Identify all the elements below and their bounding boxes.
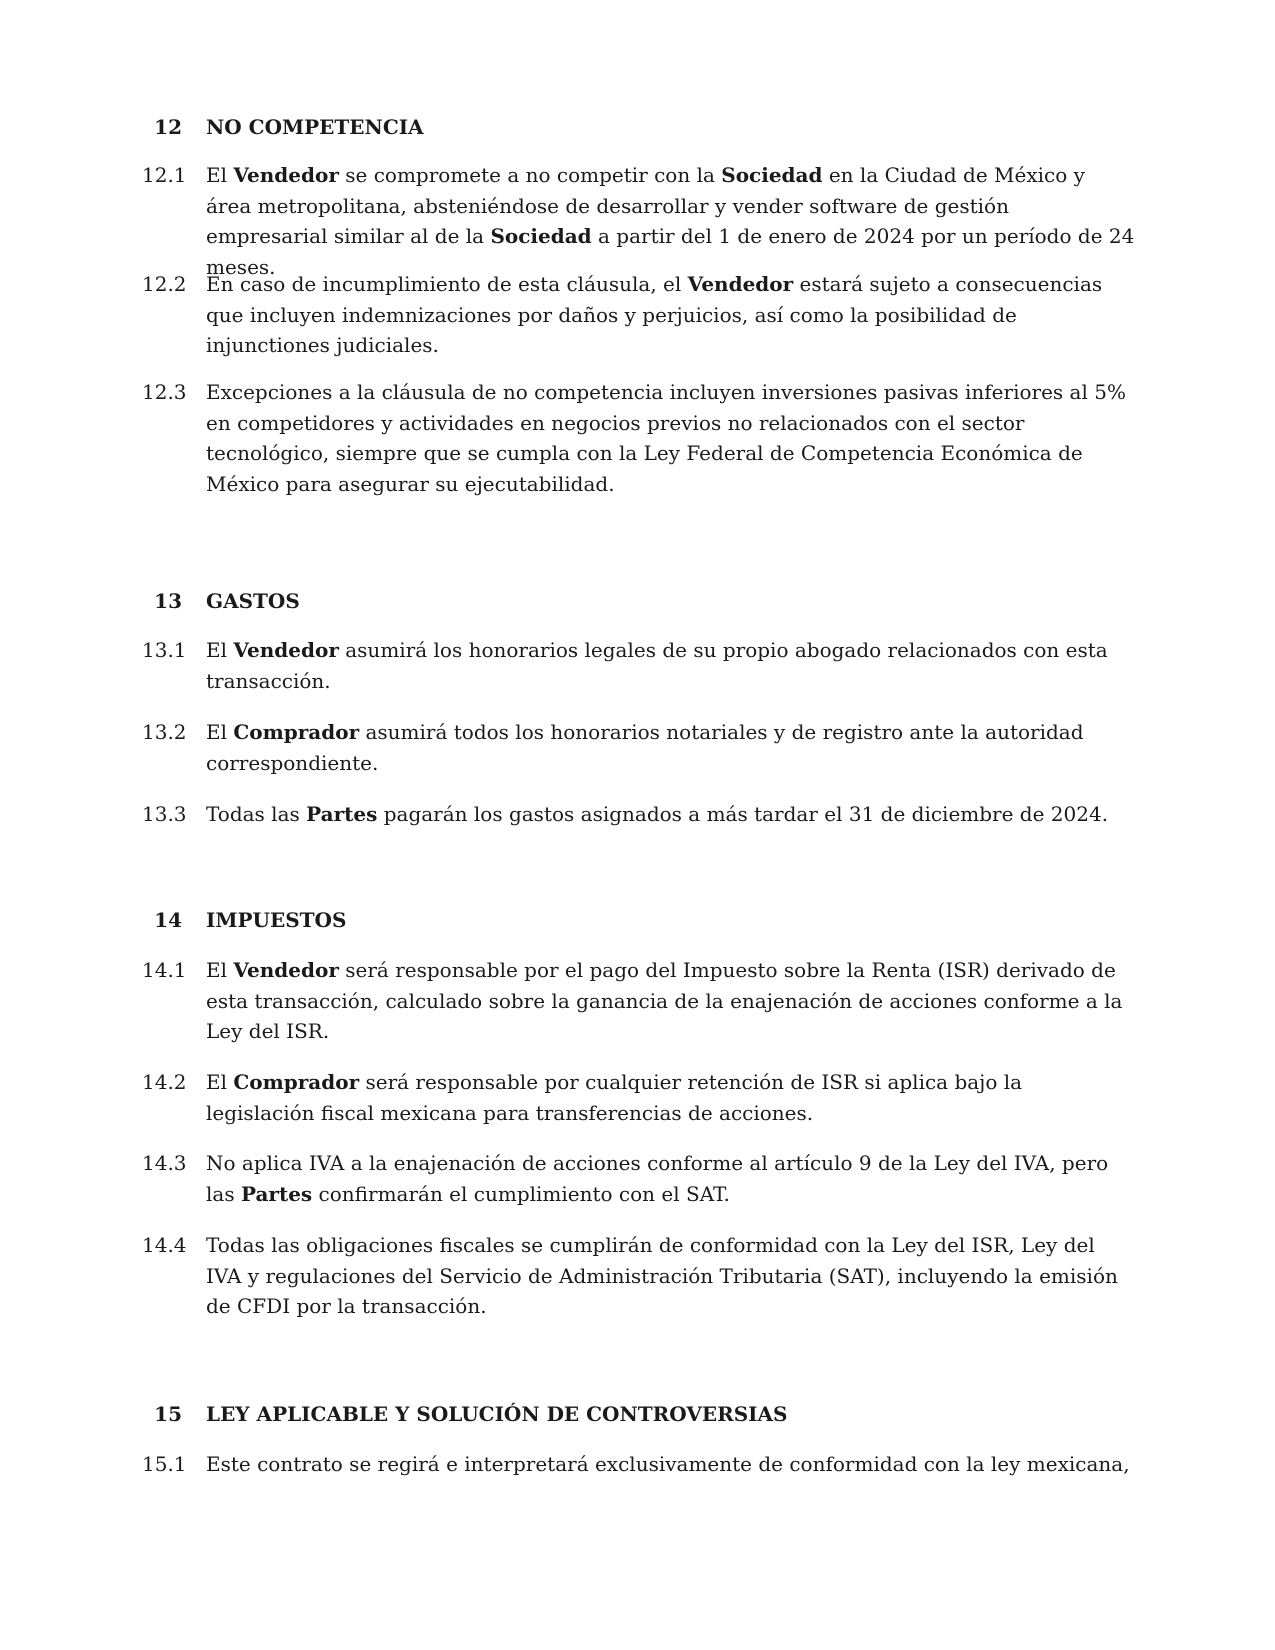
clause-text <box>206 799 1136 830</box>
section-number: 15 <box>154 1402 182 1426</box>
clause-text <box>206 1230 1136 1322</box>
defined-term: Vendedor <box>687 272 794 296</box>
clause-text <box>206 635 1136 696</box>
clause-text <box>206 160 1136 282</box>
defined-term: Comprador <box>233 720 360 744</box>
text-segment: asumirá todos los honorarios notariales y de registro ante la autoridad correspondiente. <box>206 720 1084 775</box>
defined-term: Comprador <box>233 1070 360 1094</box>
clause-text <box>206 717 1136 778</box>
text-segment: se compromete a no competir con la <box>338 163 722 187</box>
section-title: IMPUESTOS <box>206 908 347 932</box>
text-segment: El <box>206 163 234 187</box>
clause-14-1 <box>0 955 1275 1047</box>
section-number: 14 <box>154 908 182 932</box>
defined-term: Partes <box>306 802 378 826</box>
clause-number: 13.2 <box>142 720 187 744</box>
clause-text <box>206 377 1136 499</box>
clause-14-2 <box>0 1067 1275 1129</box>
section-heading <box>0 586 1275 616</box>
text-segment: será responsable por el pago del Impuesto sobre la Renta (ISR) derivado de esta transacción, calculado sobre la ganancia de la enajenación de acciones conforme a la Ley del ISR. <box>206 958 1123 1043</box>
clause-15-1 <box>0 1449 1275 1481</box>
clause-12-1 <box>0 160 1275 279</box>
clause-number: 14.2 <box>142 1070 187 1094</box>
clause-text <box>206 955 1136 1047</box>
text-segment: No aplica IVA a la enajenación de acciones conforme al artículo 9 de la Ley del IVA, pero las <box>206 1151 1109 1206</box>
defined-term: Partes <box>240 1181 313 1206</box>
defined-term: Sociedad <box>490 224 592 248</box>
section-15 <box>0 1399 1275 1476</box>
clause-number: 14.3 <box>142 1151 187 1175</box>
clause-text <box>206 269 1136 361</box>
clause-text <box>206 1449 1136 1480</box>
clause-number: 13.1 <box>142 638 187 662</box>
section-13 <box>0 586 1275 826</box>
clause-13-1 <box>0 635 1275 697</box>
clause-number: 13.3 <box>142 802 187 826</box>
text-segment: estará sujeto a consecuencias que incluyen indemnizaciones por daños y perjuicios, así como la posibilidad de injunctiones judiciales. <box>206 272 1103 357</box>
text-segment: El <box>206 638 234 662</box>
text-segment: a partir del 1 de enero de 2024 por un período de 24 meses. <box>206 224 1135 279</box>
text-segment: será responsable por cualquier retención de ISR si aplica bajo la legislación fiscal mexicana para transferencias de acciones. <box>206 1070 1023 1125</box>
clause-text <box>206 1067 1136 1128</box>
clause-number: 12.2 <box>142 272 187 296</box>
clause-number: 15.1 <box>142 1452 187 1476</box>
clause-14-3 <box>0 1148 1275 1210</box>
defined-term: Vendedor <box>233 163 339 187</box>
section-title: LEY APLICABLE Y SOLUCIÓN DE CONTROVERSIAS <box>206 1402 788 1426</box>
text-segment: pagarán los gastos asignados a más tardar el 31 de diciembre de 2024. <box>377 802 1109 826</box>
section-12 <box>0 112 1275 496</box>
section-heading <box>0 1399 1275 1429</box>
defined-term: Vendedor <box>233 958 339 982</box>
text-segment: asumirá los honorarios legales de su propio abogado relacionados con esta transacción. <box>206 638 1108 693</box>
section-number: 12 <box>154 115 182 139</box>
section-heading <box>0 112 1275 142</box>
text-segment: Excepciones a la cláusula de no competencia incluyen inversiones pasivas inferiores al 5% en competidores y actividades en negocios previos no relacionados con el sector tecnológico, siempre que se cumpla con la Ley Federal de Competencia Económica de México para asegurar su ejecutabilidad. <box>206 380 1126 496</box>
text-segment: El <box>206 720 234 744</box>
clause-12-3 <box>0 377 1275 499</box>
clause-number: 14.1 <box>142 958 187 982</box>
section-heading <box>0 905 1275 935</box>
text-segment: En caso de incumplimiento de esta cláusula, el <box>206 272 688 296</box>
text-segment: El <box>206 958 234 982</box>
section-title: NO COMPETENCIA <box>206 115 424 139</box>
clause-number: 12.3 <box>142 380 187 404</box>
clause-12-2 <box>0 269 1275 361</box>
text-segment: en la Ciudad de México y área metropolitana, absteniéndose de desarrollar y vender software de gestión empresarial similar al de la <box>206 163 1085 248</box>
text-segment: Todas las obligaciones fiscales se cumplirán de conformidad con la Ley del ISR, Ley del IVA y regulaciones del Servicio de Administración Tributaria (SAT), incluyendo la emisión de CFDI por la transacción. <box>206 1233 1118 1318</box>
text-segment: Este contrato se regirá e interpretará exclusivamente de conformidad con la ley mexicana, <box>206 1452 1130 1476</box>
section-14 <box>0 905 1275 1318</box>
clause-13-3 <box>0 799 1275 831</box>
clause-number: 14.4 <box>142 1233 187 1257</box>
clause-14-4 <box>0 1230 1275 1322</box>
text-segment: El <box>206 1070 234 1094</box>
defined-term: Sociedad <box>721 163 823 187</box>
clause-number: 12.1 <box>142 163 187 187</box>
text-segment: Todas las <box>206 802 307 826</box>
clause-13-2 <box>0 717 1275 779</box>
text-segment: confirmarán el cumplimiento con el SAT. <box>312 1181 730 1206</box>
section-number: 13 <box>154 589 182 613</box>
clause-text <box>206 1148 1136 1209</box>
defined-term: Vendedor <box>233 638 339 662</box>
section-title: GASTOS <box>206 589 300 613</box>
